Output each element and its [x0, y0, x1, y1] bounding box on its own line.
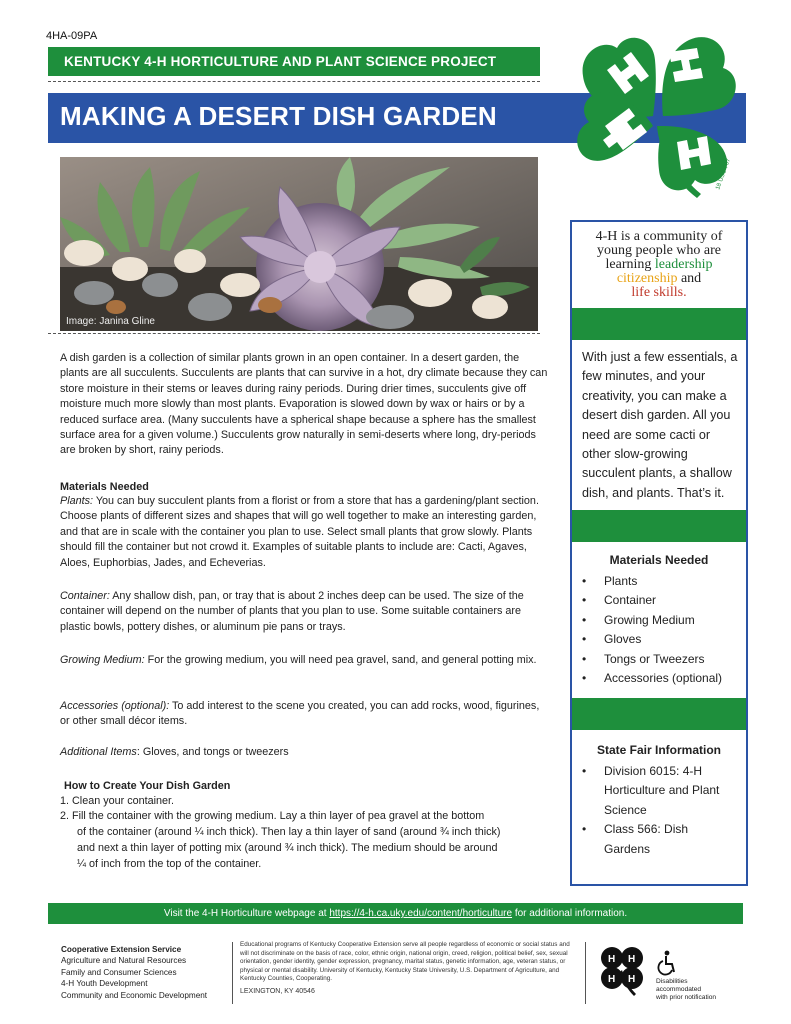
- slogan-line: [572, 272, 746, 286]
- sidebar-blurb: With just a few essentials, a few minutes, and your creativity, you can make a desert dish garden. All you need are some cacti or other slow-growing succulent plants, a shallow dish, and plants. That’s it.: [582, 350, 738, 500]
- howto-step-2-line: of the container (around ¼ inch thick). Then lay a thin layer of sand (around ¾ inch thick): [77, 826, 501, 838]
- sidebar-materials-list: [582, 572, 742, 688]
- howto-heading: How to Create Your Dish Garden: [64, 780, 231, 792]
- legal-notice: [240, 941, 575, 997]
- disabilities-line: Disabilities: [656, 978, 688, 985]
- sidebar-materials-heading: Materials Needed: [609, 553, 709, 567]
- additional-text: : Gloves, and tongs or tweezers: [136, 746, 289, 758]
- sidebar-green-bar: [572, 510, 746, 542]
- sidebar-green-bar: [572, 698, 746, 730]
- horticulture-link[interactable]: https://4-h.ca.uky.edu/content/horticulture: [329, 908, 513, 919]
- program-banner: KENTUCKY 4-H HORTICULTURE AND PLANT SCIENCE PROJECT: [48, 47, 540, 76]
- disabilities-line: with prior notification: [656, 994, 717, 1001]
- divider: [585, 942, 586, 1004]
- sidebar-fair-list: [582, 762, 742, 859]
- medium-text: For the growing medium, you will need pea gravel, sand, and general potting mix.: [144, 654, 537, 666]
- divider: [48, 81, 540, 82]
- accessories-label: Accessories (optional):: [60, 700, 170, 712]
- disabilities-note: [656, 978, 716, 1002]
- fair-line: Science: [604, 802, 647, 817]
- sidebar-fair-heading: State Fair Information: [596, 743, 721, 757]
- container-text: Any shallow dish, pan, or tray that is about 2 inches deep can be used. The size of the container will depend on the number of plants that you plan to use. Some suitable containers are plastic bowls, pottery dishes, or aluminum pie pans or trays.: [60, 590, 524, 633]
- intro-paragraph: A dish garden is a collection of similar plants grown in an open container. In a desert garden, the plants are all succulents. Succulents are plants that can survive in a hot, dry climate because they can store moisture in their stems or leaves during rainy periods. During drier times, succulents give off moisture much more slowly than most plants. Evaporation is slowed down by wax or hairs or by a reduced surface area. (Many succulents have a spherical shape because a sphere has the smallest surface area for a given volume.) Succulents grow naturally in semi-deserts where long, dry-periods are broken by short, rainy periods.: [60, 352, 548, 457]
- list-item: • Container: [582, 591, 742, 610]
- four-h-clover-logo: [569, 30, 747, 206]
- four-h-slogan: [572, 230, 746, 300]
- fair-line: Horticulture and Plant: [604, 783, 720, 798]
- container-label: Container:: [60, 590, 110, 602]
- accessories-paragraph: [60, 699, 548, 730]
- footer-bar: [48, 903, 743, 924]
- container-paragraph: [60, 589, 548, 635]
- succulent-photo: [60, 157, 538, 331]
- list-item: • Gloves: [582, 630, 742, 649]
- svg-text:H: H: [608, 954, 616, 965]
- plants-label: Plants:: [60, 495, 94, 507]
- howto-step-1: 1. Clean your container.: [60, 795, 175, 807]
- slogan-line: young people who are: [596, 243, 722, 258]
- extension-block: [61, 944, 207, 1001]
- plants-paragraph: [60, 494, 548, 571]
- list-item: • Tongs or Tweezers: [582, 650, 742, 669]
- slogan-leadership: leadership: [654, 257, 713, 272]
- fair-line: Gardens: [604, 841, 651, 856]
- additional-label: Additional Items: [60, 746, 137, 758]
- footer-text: Visit the 4-H Horticulture webpage at: [163, 908, 330, 919]
- plants-text: You can buy succulent plants from a florist or from a store that has a gardening/plant section. Choose plants of different sizes and shapes that will go well together to make an interesting garden, and that are in scale with the container you plan to use. Select small plants that grow slowly. Plants should fill the container but not crowd it. Examples of suitable plants to include are: Cacti, Agaves, Aloes, Euphorbias, Jades, and Echeverias.: [60, 495, 539, 569]
- list-item: • Growing Medium: [582, 611, 742, 630]
- list-item: [582, 820, 742, 859]
- succulent-image: [60, 157, 538, 331]
- extension-line: 4-H Youth Development: [61, 979, 148, 989]
- howto-step-2: 2. Fill the container with the growing medium. Lay a thin layer of pea gravel at the bottom: [60, 810, 485, 822]
- wheelchair-icon: [656, 950, 678, 976]
- additional-paragraph: [60, 745, 548, 760]
- slogan-line: 4-H is a community of: [595, 229, 723, 244]
- four-h-small-logo: [597, 944, 647, 996]
- extension-line: Agriculture and Natural Resources: [61, 956, 187, 966]
- svg-text:H: H: [628, 974, 636, 985]
- extension-line: Community and Economic Development: [61, 990, 208, 1000]
- extension-title: Cooperative Extension Service: [61, 945, 182, 954]
- howto-step-2-line: and next a thin layer of potting mix (around ¾ inch thick). The medium should be around: [77, 842, 498, 854]
- medium-paragraph: [60, 653, 548, 668]
- legal-text: Educational programs of Kentucky Cooperative Extension serve all people regardless of economic or social status and will not discriminate on the basis of race, color, ethnic origin, national origin, creed, religion, political belief, sex, sexual orientation, gender identity, gender expression, pregnancy, marital status, genetic information, age, veteran status, or physical or mental disability. University of Kentucky, Kentucky State University, U.S. Department of Agriculture, and Kentucky Counties, Cooperating.: [240, 941, 570, 983]
- svg-text:H: H: [628, 954, 636, 965]
- slogan-life-skills: life skills.: [631, 285, 687, 300]
- disabilities-line: accommodated: [656, 986, 702, 993]
- legal-address: LEXINGTON, KY 40546: [240, 987, 315, 995]
- accessories-text: To add interest to the scene you created, you can add rocks, wood, figurines, or other small décor items.: [60, 700, 540, 728]
- slogan-text: and: [677, 271, 702, 286]
- sidebar-green-bar: [572, 308, 746, 340]
- slogan-text: learning: [605, 257, 655, 272]
- svg-text:H: H: [608, 974, 616, 985]
- slogan-line: [572, 258, 746, 272]
- list-item: • Plants: [582, 572, 742, 591]
- page-title: MAKING A DESERT DISH GARDEN: [60, 101, 497, 131]
- footer-text: for additional information.: [512, 908, 628, 919]
- howto-step-2-line: ¼ of inch from the top of the container.: [77, 858, 262, 870]
- divider: [232, 942, 233, 1004]
- list-item: [582, 762, 742, 820]
- fair-line: Division 6015: 4-H: [604, 764, 703, 778]
- divider: [48, 333, 540, 334]
- slogan-citizenship: citizenship: [616, 271, 678, 286]
- medium-label: Growing Medium:: [60, 654, 145, 666]
- list-item: • Accessories (optional): [582, 669, 742, 688]
- extension-line: Family and Consumer Sciences: [61, 967, 177, 977]
- materials-heading: Materials Needed: [60, 481, 149, 493]
- fair-line: Class 566: Dish: [604, 822, 689, 837]
- logo-mark-text: 18 USC 707: [715, 157, 733, 191]
- document-code: 4HA-09PA: [46, 30, 98, 42]
- sidebar: [570, 220, 748, 886]
- photo-credit: Image: Janina Gline: [66, 316, 155, 327]
